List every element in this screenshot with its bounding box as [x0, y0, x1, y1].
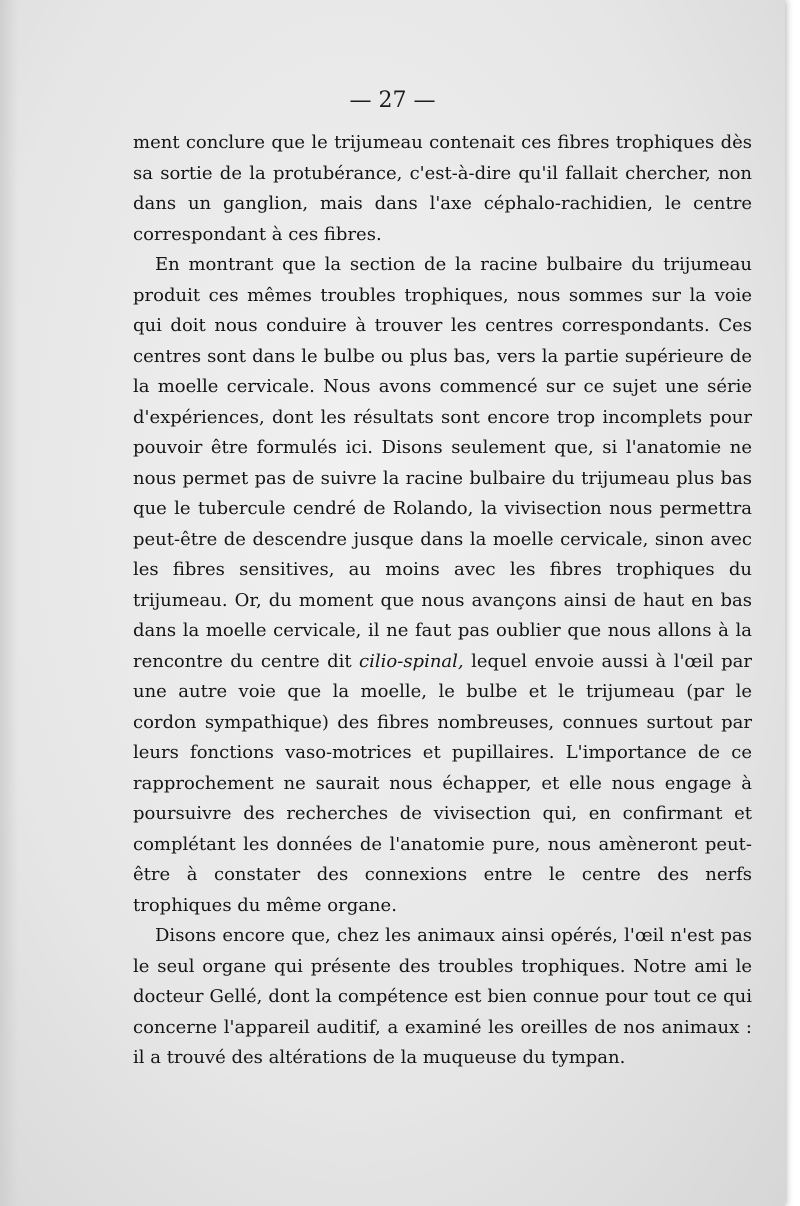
paragraph-2 [133, 250, 752, 921]
paragraph-3 [133, 921, 752, 1074]
paragraph-1 [133, 128, 752, 250]
paragraph-3-text: Disons encore que, chez les animaux ainsi opérés, l'œil n'est pas le seul organe qui présente des troubles trophiques. Notre ami le docteur Gellé, dont la compétence est bien connue pour tout ce qui concerne l'appareil auditif, a examiné les oreilles de nos animaux : il a trouvé des altérations de la muqueuse du tympan. [133, 925, 752, 1068]
italic-term-cilio-spinal: cilio-spinal, [359, 650, 464, 672]
page-gutter-shadow [0, 0, 18, 1206]
paragraph-2-text-a: En montrant que la section de la racine bulbaire du trijumeau produit ces mêmes troubles trophiques, nous sommes sur la voie qui doit nous conduire à trouver les centres correspondants. Ces centres sont dans le bulbe ou plus bas, vers la partie supérieure de la moelle cervicale. Nous avons commencé sur ce sujet une série d'expériences, dont les résultats sont encore trop incomplets pour pouvoir être formulés ici. Disons seulement que, si l'anatomie ne nous permet pas de suivre la racine bulbaire du trijumeau plus bas que le tubercule cendré de Rolando, la vivisection nous permettra peut-être de descendre jusque dans la moelle cervicale, sinon avec les fibres sensitives, au moins avec les fibres trophiques du trijumeau. Or, du moment que nous avançons ainsi de haut en bas dans la moelle cervicale, il ne faut pas oublier que nous allons à la rencontre du centre dit [133, 254, 752, 672]
body-text [133, 128, 752, 1074]
paragraph-2-text-b: lequel envoie aussi à l'œil par une autre voie que la moelle, le bulbe et le trijumeau (par le cordon sympathique) des fibres nombreuses, connues surtout par leurs fonctions vaso-motrices et pupillaires. L'importance de ce rapprochement ne saurait nous échapper, et elle nous engage à poursuivre des recherches de vivisection qui, en confirmant et complétant les données de l'anatomie pure, nous amèneront peut-être à constater des connexions entre le centre des nerfs trophiques du même organe. [133, 650, 753, 916]
paragraph-1-text: ment conclure que le trijumeau contenait ces fibres trophiques dès sa sortie de la protubérance, c'est-à-dire qu'il fallait chercher, non dans un ganglion, mais dans l'axe céphalo-rachidien, le centre correspondant à ces fibres. [133, 132, 752, 245]
page-number: — 27 — [349, 88, 436, 113]
